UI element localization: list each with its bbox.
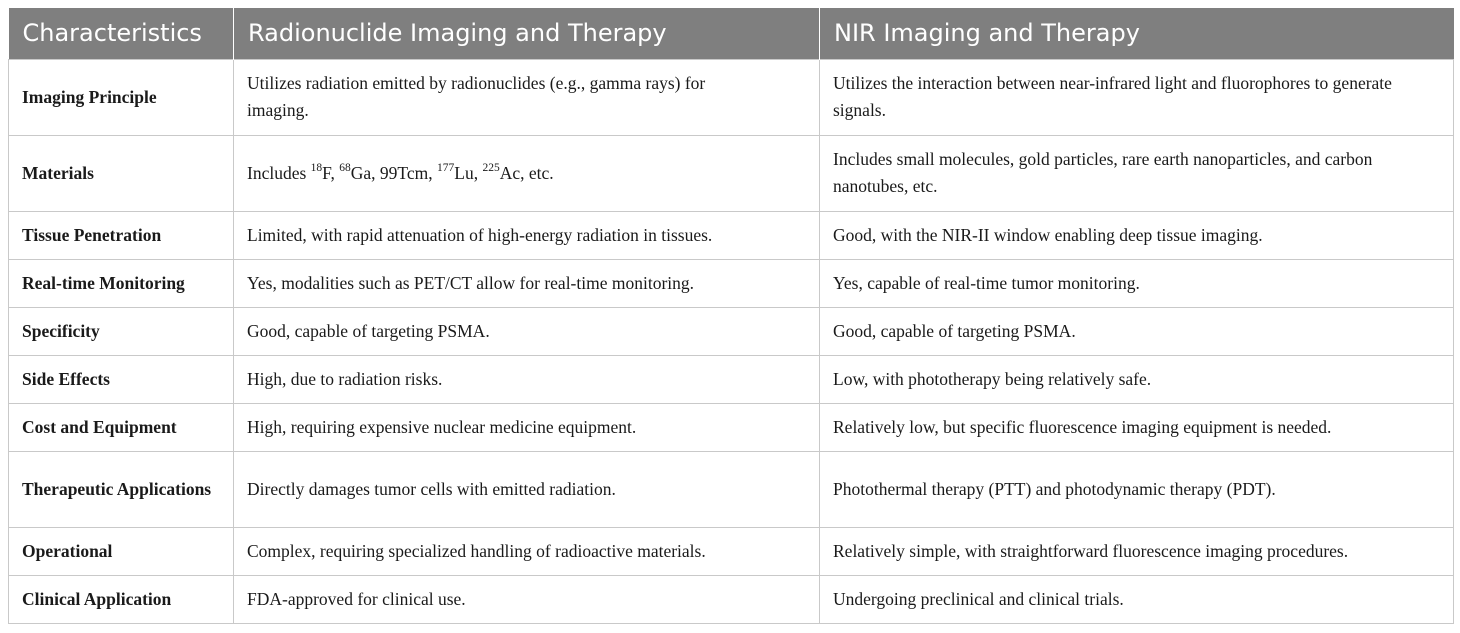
nir-cell: Good, with the NIR-II window enabling deep tissue imaging. bbox=[820, 211, 1454, 259]
isotope-mass-f: 18 bbox=[310, 161, 323, 174]
table-row bbox=[9, 451, 1454, 527]
table-row bbox=[9, 307, 1454, 355]
table-body bbox=[9, 59, 1454, 623]
nir-cell: Good, capable of targeting PSMA. bbox=[820, 307, 1454, 355]
header-row bbox=[9, 8, 1454, 59]
radionuclide-cell: Good, capable of targeting PSMA. bbox=[234, 307, 820, 355]
nir-cell: Photothermal therapy (PTT) and photodynamic therapy (PDT). bbox=[820, 451, 1454, 527]
row-label: Specificity bbox=[9, 307, 234, 355]
radionuclide-cell: FDA-approved for clinical use. bbox=[234, 575, 820, 623]
nir-cell: Undergoing preclinical and clinical trials. bbox=[820, 575, 1454, 623]
table-row bbox=[9, 59, 1454, 135]
radionuclide-cell: High, due to radiation risks. bbox=[234, 355, 820, 403]
isotope-symbol-f: F, bbox=[322, 162, 340, 183]
radionuclide-cell: Yes, modalities such as PET/CT allow for real-time monitoring. bbox=[234, 259, 820, 307]
nir-cell: Yes, capable of real-time tumor monitoring. bbox=[820, 259, 1454, 307]
row-label: Tissue Penetration bbox=[9, 211, 234, 259]
row-label: Real-time Monitoring bbox=[9, 259, 234, 307]
row-label: Side Effects bbox=[9, 355, 234, 403]
radionuclide-cell bbox=[234, 135, 820, 211]
row-label: Operational bbox=[9, 527, 234, 575]
isotope-symbol-ga: Ga, 99Tcm, bbox=[350, 162, 438, 183]
table-row bbox=[9, 403, 1454, 451]
row-label: Therapeutic Applications bbox=[9, 451, 234, 527]
table-row bbox=[9, 211, 1454, 259]
radionuclide-cell: Limited, with rapid attenuation of high-energy radiation in tissues. bbox=[234, 211, 820, 259]
isotope-symbol-lu: Lu, bbox=[454, 162, 483, 183]
nir-cell: Relatively simple, with straightforward fluorescence imaging procedures. bbox=[820, 527, 1454, 575]
radionuclide-cell: Directly damages tumor cells with emitted radiation. bbox=[234, 451, 820, 527]
radionuclide-cell: High, requiring expensive nuclear medicine equipment. bbox=[234, 403, 820, 451]
header-radionuclide: Radionuclide Imaging and Therapy bbox=[234, 8, 820, 59]
materials-prefix: Includes bbox=[247, 162, 311, 183]
radionuclide-cell: Utilizes radiation emitted by radionuclides (e.g., gamma rays) for imaging. bbox=[234, 59, 820, 135]
isotope-symbol-ac: Ac, etc. bbox=[499, 162, 554, 183]
table-row bbox=[9, 135, 1454, 211]
row-label: Imaging Principle bbox=[9, 59, 234, 135]
header-nir: NIR Imaging and Therapy bbox=[820, 8, 1454, 59]
table-row bbox=[9, 355, 1454, 403]
isotope-mass-ac: 225 bbox=[482, 161, 500, 174]
nir-cell: Includes small molecules, gold particles, rare earth nanoparticles, and carbon nanotubes, etc. bbox=[820, 135, 1454, 211]
table-row bbox=[9, 527, 1454, 575]
header-characteristics: Characteristics bbox=[9, 8, 234, 59]
row-label: Materials bbox=[9, 135, 234, 211]
table-row bbox=[9, 259, 1454, 307]
radionuclide-cell: Complex, requiring specialized handling of radioactive materials. bbox=[234, 527, 820, 575]
isotope-mass-ga: 68 bbox=[339, 161, 351, 174]
comparison-table bbox=[8, 8, 1454, 624]
table-row bbox=[9, 575, 1454, 623]
nir-cell: Relatively low, but specific fluorescence imaging equipment is needed. bbox=[820, 403, 1454, 451]
isotope-mass-lu: 177 bbox=[437, 161, 455, 174]
row-label: Cost and Equipment bbox=[9, 403, 234, 451]
row-label: Clinical Application bbox=[9, 575, 234, 623]
table-header bbox=[9, 8, 1454, 59]
nir-cell: Low, with phototherapy being relatively safe. bbox=[820, 355, 1454, 403]
nir-cell: Utilizes the interaction between near-infrared light and fluorophores to generate signals. bbox=[820, 59, 1454, 135]
